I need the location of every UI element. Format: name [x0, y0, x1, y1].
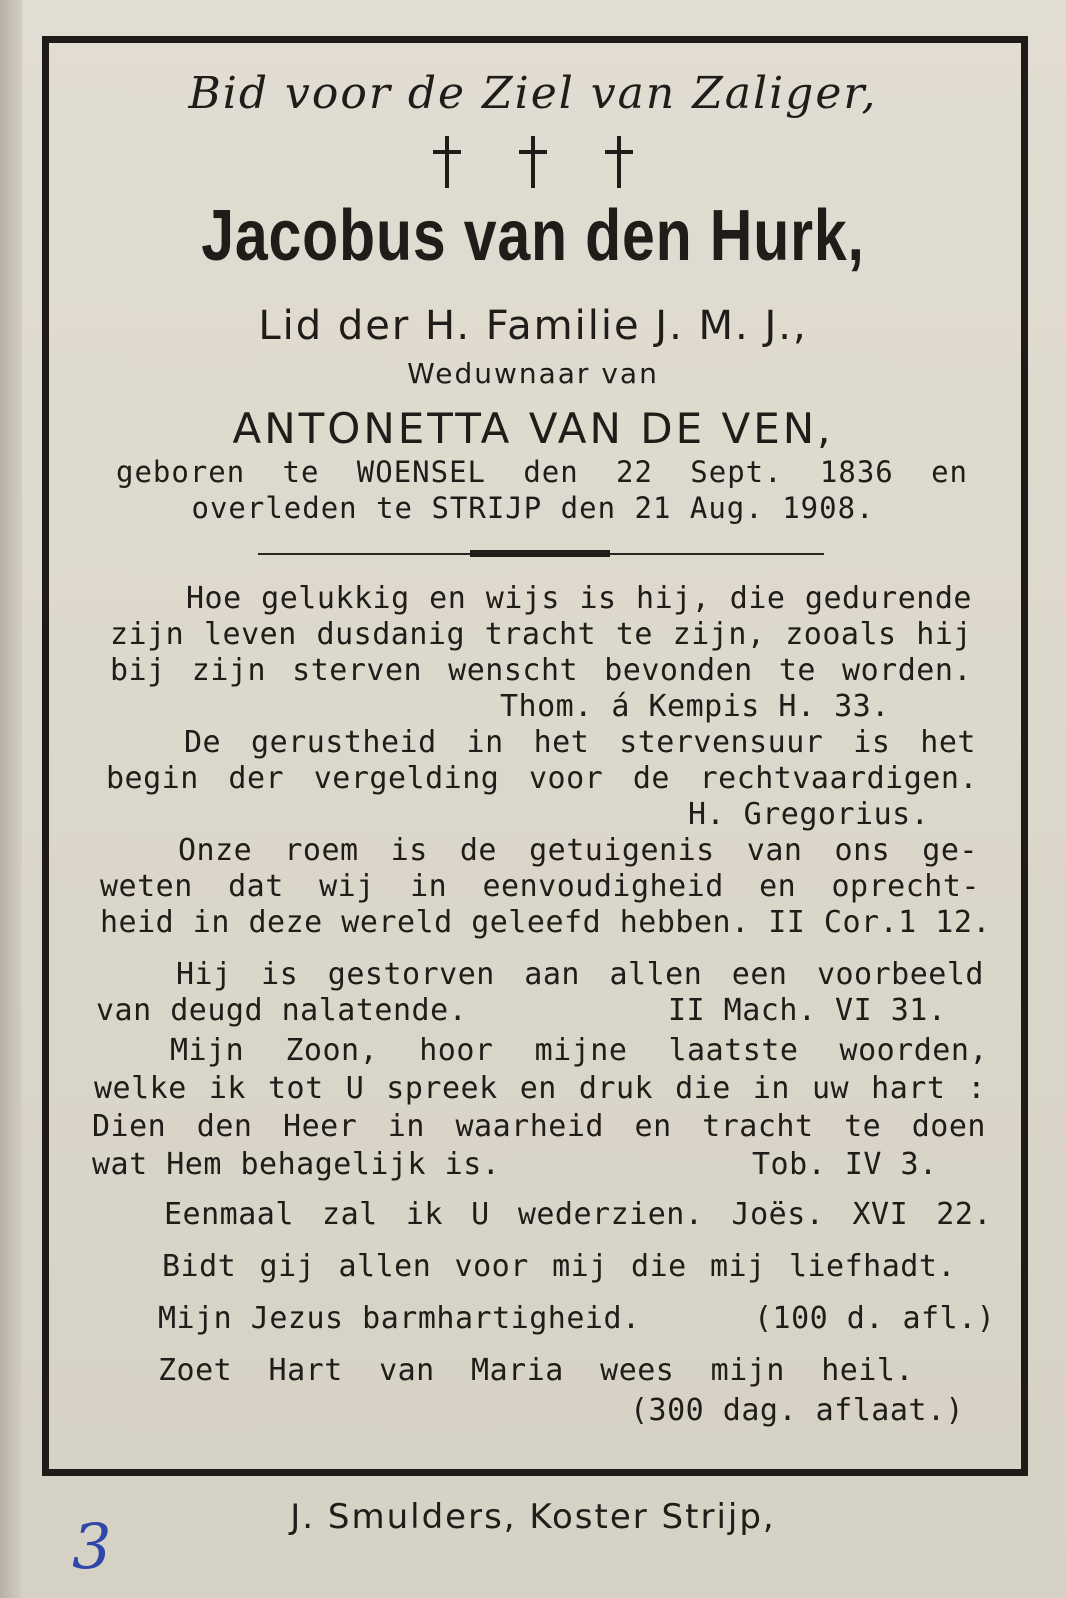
verse-line: wat Hem behagelijk is. [92, 1147, 501, 1182]
verse-line: Bidt gij allen voor mij die mij liefhadt. [162, 1249, 956, 1284]
handwritten-annotation: 3 [72, 1510, 112, 1583]
verse-line: van deugd nalatende. [96, 993, 468, 1028]
verse-line: Dien den Heer in waarheid en tracht te doen [92, 1109, 986, 1144]
verse-line: bij zijn sterven wenscht bevonden te worden. [110, 653, 972, 688]
printer-credit: J. Smulders, Koster Strijp, [290, 1497, 776, 1537]
verse-line: Mijn Zoon, hoor mijne laatste woorden, [170, 1033, 988, 1068]
widower-label: Weduwnaar van [407, 357, 659, 390]
death-line: overleden te STRIJP den 21 Aug. 1908. [191, 491, 875, 525]
birth-line: geboren te WOENSEL den 22 Sept. 1836 en [116, 455, 968, 489]
verse-line: De gerustheid in het stervensuur is het [184, 725, 976, 760]
verse-citation: II Mach. VI 31. [668, 993, 947, 1028]
deceased-name: Jacobus van den Hurk, [201, 196, 865, 276]
backing-edge [0, 0, 22, 1598]
verse-line: weten dat wij in eenvoudigheid en oprecht- [100, 869, 980, 904]
verse-line: Mijn Jezus barmhartigheid. [158, 1301, 641, 1336]
verse-line: Onze roem is de getuigenis van ons ge- [178, 833, 978, 868]
divider-ornament [470, 550, 610, 557]
verse-line: welke ik tot U spreek en druk die in uw hart : [94, 1071, 986, 1106]
crosses-row [0, 136, 1066, 188]
cross-icon [605, 136, 633, 188]
verse-line: begin der vergelding voor de rechtvaardigen. [106, 761, 978, 796]
verse-citation: H. Gregorius. [688, 797, 930, 832]
verse-line: zijn leven dusdanig tracht te zijn, zooals hij [110, 617, 972, 652]
verse-citation: Thom. á Kempis H. 33. [500, 689, 890, 724]
indulgence-note: (100 d. afl.) [754, 1301, 996, 1336]
membership-line: Lid der H. Familie J. M. J., [258, 303, 808, 349]
verse-line: Zoet Hart van Maria wees mijn heil. [158, 1353, 914, 1388]
verse-line: heid in deze wereld geleefd hebben. II Cor.1 12. [100, 905, 991, 940]
verse-citation: Tob. IV 3. [752, 1147, 938, 1182]
cross-icon [433, 136, 461, 188]
verse-line: Hoe gelukkig en wijs is hij, die gedurende [186, 581, 972, 616]
cross-icon [519, 136, 547, 188]
verse-line: Hij is gestorven aan allen een voorbeeld [176, 957, 984, 992]
verse-line: Eenmaal zal ik U wederzien. Joës. XVI 22. [164, 1197, 992, 1232]
indulgence-note: (300 dag. aflaat.) [630, 1393, 965, 1428]
card-heading: Bid voor de Ziel van Zaliger, [188, 68, 878, 119]
spouse-name: ANTONETTA VAN DE VEN, [232, 404, 834, 453]
